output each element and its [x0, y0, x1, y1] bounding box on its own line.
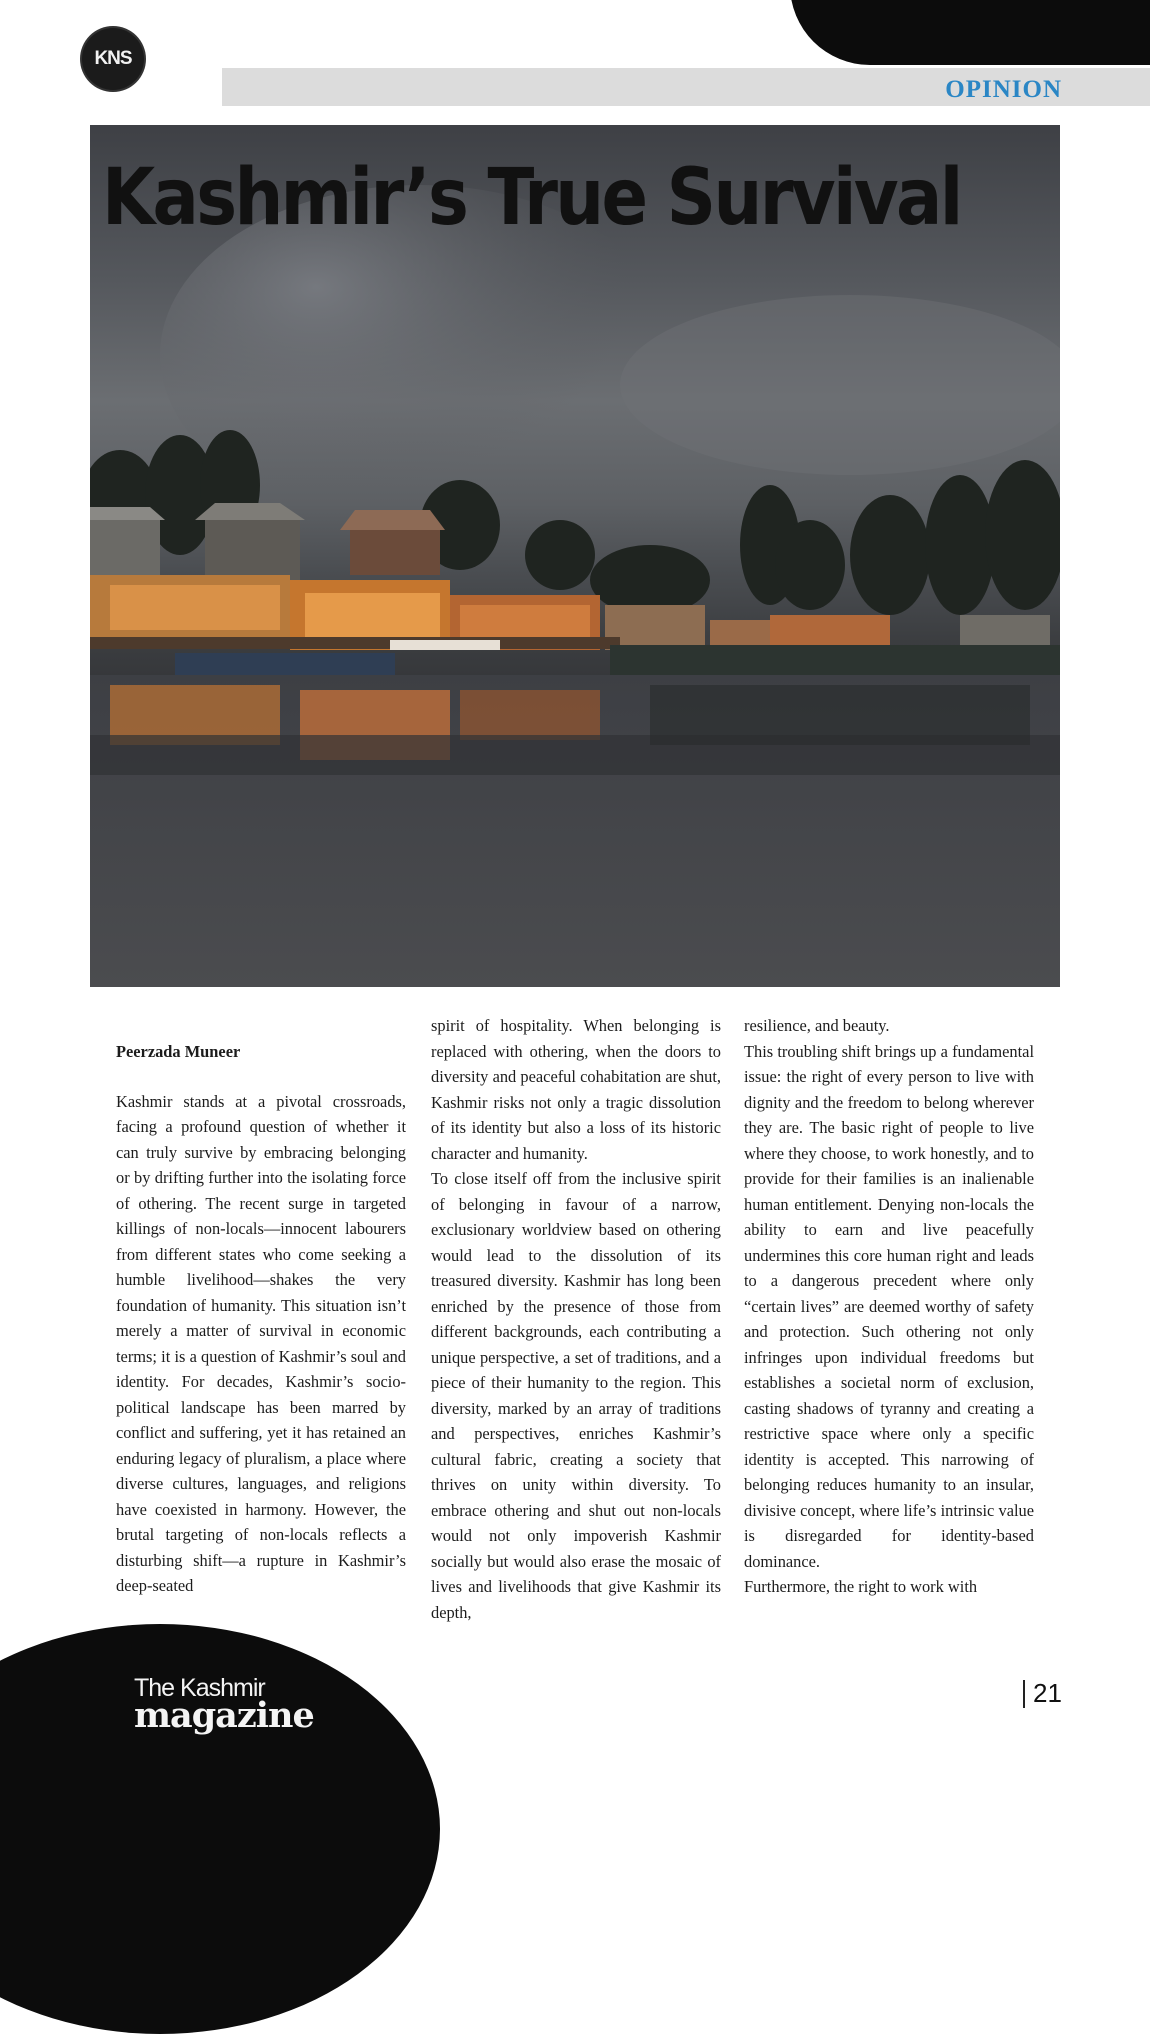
section-label: OPINION [945, 76, 1062, 103]
paragraph: Kashmir stands at a pivotal crossroads, facing a profound question of whether it can truly survive by embracing belonging or by drifting further into the isolating force of othering. The recent surge in targeted killings of non-locals—innocent labourers from different states who come seeking a humble livelihood—shakes the very foundation of humanity. This situation isn’t merely a matter of survival in economic terms; it is a question of Kashmir’s soul and identity. For decades, Kashmir’s socio-political landscape has been marred by conflict and suffering, yet it has retained an enduring legacy of pluralism, a place where diverse cultures, languages, and religions have coexisted in harmony. However, the brutal targeting of non-locals reflects a disturbing shift—a rupture in Kashmir’s deep-seated [116, 1091, 406, 1595]
magazine-logo-line1: The Kashmir [134, 1674, 265, 1702]
article-column-2 [431, 1013, 721, 1625]
paragraph: Furthermore, the right to work with [744, 1577, 978, 1596]
paragraph: resilience, and beauty. [744, 1016, 890, 1035]
kns-logo [82, 28, 144, 90]
hero-photo-illustration [90, 125, 1060, 987]
top-right-corner-shape [790, 0, 1150, 65]
article-headline: Kashmir’s True Survival [102, 153, 961, 243]
article-column-1 [116, 1013, 406, 1599]
paragraph: spirit of hospitality. When belonging is replaced with othering, when the doors to diversity and peaceful cohabitation are shut, Kashmir risks not only a tragic dissolution of its identity but also a loss of its historic character and humanity. [431, 1016, 721, 1163]
article-column-3 [744, 1013, 1034, 1600]
page-number: 21 [1033, 1678, 1062, 1708]
magazine-logo [134, 1674, 314, 1736]
page-number-divider [1023, 1680, 1025, 1708]
hero-image-dal-lake-houseboats [90, 125, 1060, 987]
paragraph: To close itself off from the inclusive spirit of belonging in favour of a narrow, exclusionary worldview based on othering would lead to the dissolution of its treasured diversity. Kashmir has long been enriched by the presence of those from different backgrounds, each contributing a unique perspective, a set of traditions, and a piece of their humanity to the region. This diversity, marked by an array of traditions and perspectives, enriches Kashmir’s cultural fabric, creating a society that thrives on unity within diversity. To embrace othering and shut out non-locals would not only impoverish Kashmir socially but would also erase the mosaic of lives and livelihoods that give Kashmir its depth, [431, 1169, 721, 1622]
magazine-logo-line2: magazine [134, 1695, 314, 1736]
paragraph: This troubling shift brings up a fundamental issue: the right of every person to live with dignity and the freedom to belong wherever they are. The basic right of people to live where they choose, to work honestly, and to provide for their families is an inalienable human entitlement. Denying non-locals the ability to earn and live peacefully undermines this core human right and leads to a dangerous precedent where only “certain lives” are deemed worthy of safety and protection. Such othering not only infringes upon individual freedoms but establishes a societal norm of exclusion, casting shadows of tyranny and creating a restrictive space where only a specific identity is accepted. This narrowing of belonging reduces humanity to an insular, divisive concept, where life’s intrinsic value is disregarded for identity-based dominance. [744, 1041, 1034, 1571]
kns-logo-text: KNS [94, 48, 132, 69]
author-byline: Peerzada Muneer [116, 1042, 241, 1061]
